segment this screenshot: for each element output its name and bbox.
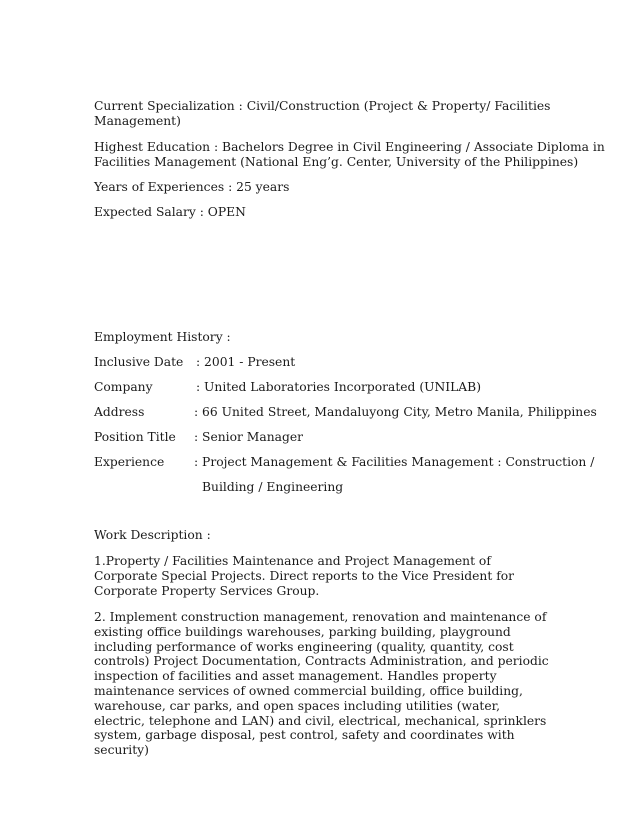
field-value-inclusive-date: : 2001 - Present — [196, 355, 296, 369]
work-description-item-1: 1.Property / Facilities Maintenance and Project Management of Corporate Special Projects. Direct reports to the Vice President for Corporate Property Services Group. — [94, 554, 515, 598]
expected-salary: Expected Salary : OPEN — [94, 205, 246, 219]
education-line-2: Facilities Management (National Eng’g. Center, University of the Philippines) — [94, 155, 579, 169]
employment-heading: Employment History : — [94, 330, 231, 344]
field-label-company: Company — [94, 380, 153, 394]
field-value-position-title: : Senior Manager — [194, 430, 303, 444]
field-value-company: : United Laboratories Incorporated (UNILAB) — [196, 380, 481, 394]
field-label-position-title: Position Title — [94, 430, 176, 444]
field-label-address: Address — [94, 405, 145, 419]
education-line-1: Highest Education : Bachelors Degree in Civil Engineering / Associate Diploma in — [94, 140, 605, 154]
field-label-inclusive-date: Inclusive Date — [94, 355, 184, 369]
field-label-experience: Experience — [94, 455, 165, 469]
work-description-item-2: 2. Implement construction management, renovation and maintenance of existing office buildings warehouses, parking building, playground including performance of works engineering (quality, quantity, cost controls) Project Documentation, Contracts Administration, and periodic inspection of facilities and asset management. Handles property maintenance services of owned commercial building, office building, warehouse, car parks, and open spaces including utilities (water, electric, telephone and LAN) and civil, electrical, mechanical, sprinklers system, garbage disposal, pest control, safety and coordinates with security) — [94, 610, 549, 758]
work-description-heading: Work Description : — [94, 528, 211, 542]
field-value-experience: : Project Management & Facilities Management : Construction / — [194, 455, 595, 469]
field-value-address: : 66 United Street, Mandaluyong City, Metro Manila, Philippines — [194, 405, 597, 419]
field-value-experience-continuation: Building / Engineering — [202, 480, 344, 494]
specialization-line-1: Current Specialization : Civil/Construction (Project & Property/ Facilities — [94, 99, 551, 113]
experience-years: Years of Experiences : 25 years — [94, 180, 290, 194]
specialization-line-2: Management) — [94, 114, 181, 128]
